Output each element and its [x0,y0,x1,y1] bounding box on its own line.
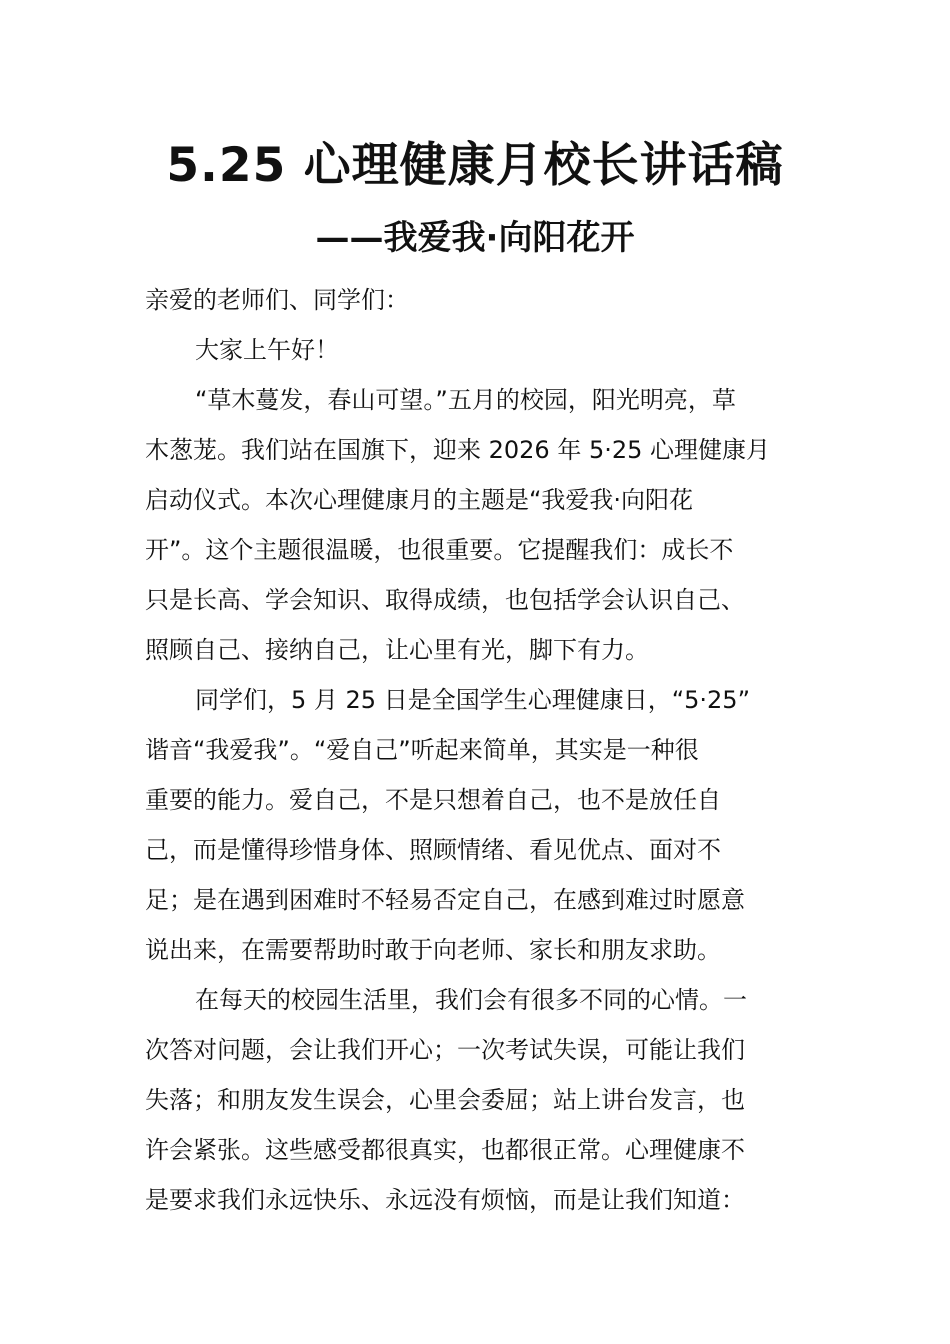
paragraph-line: 重要的能力。爱自己，不是只想着自己，也不是放任自 [145,786,721,814]
document-subtitle: ——我爱我·向阳花开 [315,218,635,258]
paragraph-line: 照顾自己、接纳自己，让心里有光，脚下有力。 [145,636,649,664]
paragraph-line: 谐音“我爱我”。“爱自己”听起来简单，其实是一种很 [145,736,699,764]
paragraph-line: 失落；和朋友发生误会，心里会委屈；站上讲台发言，也 [145,1086,745,1114]
paragraph-line: 开”。这个主题很温暖，也很重要。它提醒我们：成长不 [145,536,734,564]
salutation-line: 亲爱的老师们、同学们： [145,286,409,314]
paragraph-line: 木葱茏。我们站在国旗下，迎来 2026 年 5·25 心理健康月 [145,436,771,464]
paragraph-line: 同学们，5 月 25 日是全国学生心理健康日，“5·25” [195,686,750,714]
greeting-line: 大家上午好！ [195,336,339,364]
paragraph-line: 只是长高、学会知识、取得成绩，也包括学会认识自己、 [145,586,745,614]
paragraph-line: 己，而是懂得珍惜身体、照顾情绪、看见优点、面对不 [145,836,721,864]
paragraph-line: 在每天的校园生活里，我们会有很多不同的心情。一 [195,986,747,1014]
document-title: 5.25 心理健康月校长讲话稿 [166,138,784,193]
paragraph-line: 足；是在遇到困难时不轻易否定自己，在感到难过时愿意 [145,886,745,914]
paragraph-line: 是要求我们永远快乐、永远没有烦恼，而是让我们知道： [145,1186,745,1214]
paragraph-line: 启动仪式。本次心理健康月的主题是“我爱我·向阳花 [145,486,694,514]
paragraph-line: “草木蔓发，春山可望。”五月的校园，阳光明亮，草 [195,386,736,414]
paragraph-line: 许会紧张。这些感受都很真实，也都很正常。心理健康不 [145,1136,745,1164]
paragraph-line: 次答对问题，会让我们开心；一次考试失误，可能让我们 [145,1036,745,1064]
paragraph-line: 说出来，在需要帮助时敢于向老师、家长和朋友求助。 [145,936,721,964]
